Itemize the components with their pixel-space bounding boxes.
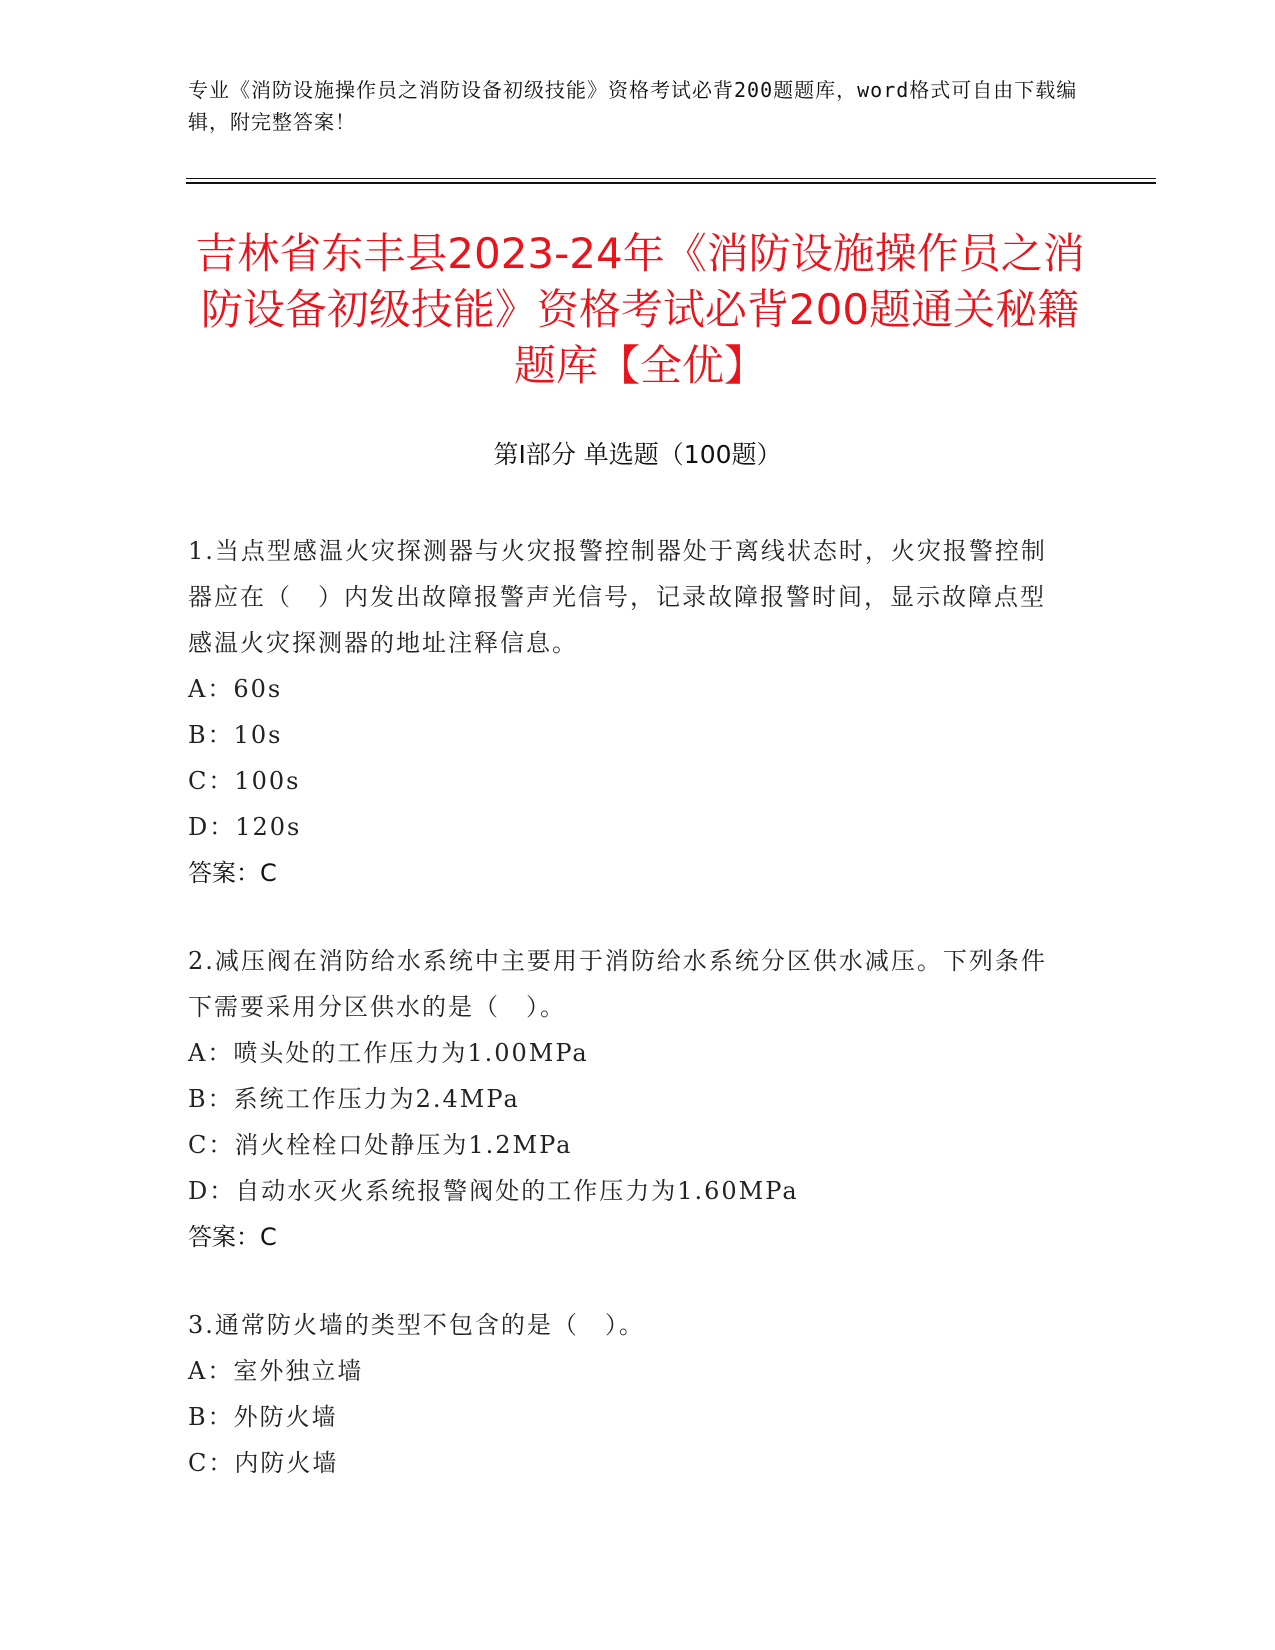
question-stem: 3.通常防火墙的类型不包含的是（ ）。 (188, 1311, 645, 1339)
option-a: A：喷头处的工作压力为1.00MPa (188, 1039, 589, 1067)
header-divider-thick (186, 182, 1156, 184)
question-list (188, 528, 1068, 1528)
section-title: 第I部分 单选题（100题） (493, 440, 782, 469)
question-1 (188, 528, 1068, 896)
header-divider-thin (186, 178, 1156, 179)
option-c: C：100s (188, 767, 301, 795)
question-3 (188, 1302, 1068, 1486)
question-stem: 2.减压阀在消防给水系统中主要用于消防给水系统分区供水减压。下列条件下需要采用分区供水的是（ ）。 (188, 947, 1047, 1021)
question-stem: 1.当点型感温火灾探测器与火灾报警控制器处于离线状态时，火灾报警控制器应在（ ）内发出故障报警声光信号，记录故障报警时间，显示故障点型感温火灾探测器的地址注释信息。 (188, 537, 1047, 657)
document-title: 吉林省东丰县2023-24年《消防设施操作员之消防设备初级技能》资格考试必背200题通关秘籍题库【全优】 (195, 229, 1085, 390)
option-a: A：60s (188, 675, 283, 703)
option-d: D：120s (188, 813, 302, 841)
option-c: C：消火栓栓口处静压为1.2MPa (188, 1131, 573, 1159)
answer: 答案：C (188, 859, 277, 887)
option-b: B：外防火墙 (188, 1403, 338, 1431)
option-c: C：内防火墙 (188, 1449, 339, 1477)
question-2 (188, 938, 1068, 1260)
header-note: 专业《消防设施操作员之消防设备初级技能》资格考试必背200题题库，word格式可自由下载编辑，附完整答案！ (188, 78, 1078, 134)
option-b: B：系统工作压力为2.4MPa (188, 1085, 520, 1113)
answer: 答案：C (188, 1223, 277, 1251)
option-a: A：室外独立墙 (188, 1357, 364, 1385)
option-b: B：10s (188, 721, 283, 749)
option-d: D：自动水灭火系统报警阀处的工作压力为1.60MPa (188, 1177, 799, 1205)
